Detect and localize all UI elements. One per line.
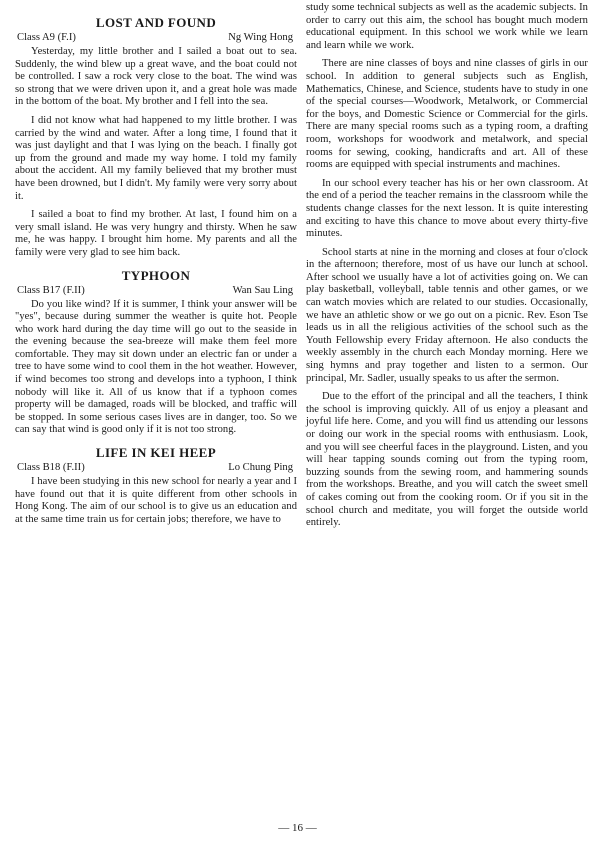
paragraph: School starts at nine in the morning and closes at four o'clock in the afternoon; therefore, most of us have our lunch at school. After school we usually have a lot of activities going on. We can play basketball, volleyball, table tennis and other games, or we can watch movies which are related to our studies. Occasionally, we have an athletic show or we go out on a picnic. Rev. Eson Tse leads us in all the religious activities of the school such as the Youth Fellowship every Friday afternoon. He also conducts the weekly assembly in the church each Monday morning. Here we sing hymns and pray together and listen to a sermon. Our principal, Mr. Sadler, usually speaks to us after the sermon.	[306, 246, 588, 384]
article-byline	[15, 31, 297, 44]
paragraph: Yesterday, my little brother and I sailed a boat out to sea. Suddenly, the wind blew up a great wave, and the boat could not be controlled. I saw a rock very close to the boat. The wind was so strong that we were driven upon it, and a great hole was made in the bottom of the boat. My brother and I fell into the sea.	[15, 46, 297, 108]
paragraph: In our school every teacher has his or her own classroom. At the end of a period the teacher remains in the classroom while the students change classes for the next lesson. It is quite interesting and exciting to have this chance to move about every thirty-five minutes.	[306, 177, 588, 240]
article-typhoon	[15, 268, 297, 438]
page-number: — 16 —	[278, 822, 317, 834]
paragraph: Do you like wind? If it is summer, I think your answer will be "yes", because during summer the weather is quite hot. People who work hard during the day time will go out to the seaside in the evening because the sea-breeze will make them feel more comfortable. They may sit down under an electric fan or under a tree to have some wind to cool them in the hot weather. However, if wind becomes too strong and develops into a typhoon, I think nobody will like it. All of us know that if a typhoon comes property will be damaged, roads will be blocked, and traffic will be stopped. In some serious cases lives are in danger, too. So we can say that wind is good only if it is not too strong.	[15, 298, 297, 436]
class-label: Class B18 (F.II)	[17, 462, 85, 474]
article-life-in-kei-heep	[15, 445, 297, 526]
article-byline	[15, 284, 297, 297]
paragraph: I have been studying in this new school for nearly a year and I have found out that it is quite different from other schools in Hong Kong. The aim of our school is to give us an education and at the same time train us for certain jobs; therefore, we have to	[15, 476, 297, 525]
article-title: TYPHOON	[121, 267, 191, 283]
left-column	[15, 15, 297, 532]
paragraph: There are nine classes of boys and nine classes of girls in our school. In addition to general subjects such as English, Mathematics, Chinese, and Science, students have to study in one of the special courses—Woodwork, Metalwork, or Commercial for the boys, and Domestic Science or Commercial for the girls. There are many special rooms such as a typing room, a drafting room, workshops for woodwork and metalwork, and special rooms for sewing, cooking, handicrafts and art. All of these rooms are equipped with special instruments and machines.	[306, 58, 588, 171]
author-name: Wan Sau Ling	[232, 284, 293, 296]
paragraph: I did not know what had happened to my little brother. I was carried by the wind and water. After a long time, I found that it was just daylight and that I was lying on the beach. I finally got up from the ground and made my way home. I told my family about the accident. All my family believed that my brother must have been drowned, but I didn't. My family were very sorry about it.	[15, 114, 297, 202]
article-title: LIFE IN KEI HEEP	[95, 445, 217, 461]
class-label: Class A9 (F.I)	[17, 32, 76, 43]
class-label: Class B17 (F.II)	[17, 284, 85, 296]
right-column	[306, 2, 588, 536]
author-name: Ng Wing Hong	[228, 32, 293, 43]
article-byline	[15, 461, 297, 474]
paragraph: Due to the effort of the principal and all the teachers, I think the school is improving quickly. All of us enjoy a pleasant and joyful life here. Come, and you will find us attending our lessons or doing our work in the special rooms with enthusiasm. Look, and you will see cheerful faces in the playground. Listen, and you will hear tapping sounds coming out from the typing room, buzzing sounds from the sewing room, and hammering sounds from the workshops. Breathe, and you will catch the sweet smell of cakes coming out from the cooking room. Or if you sit in the school church and meditate, you will forget the outside world entirely.	[306, 391, 588, 529]
article-lost-and-found	[15, 15, 297, 260]
paragraph-continued: study some technical subjects as well as the academic subjects. In order to carry out this aim, the school has bought much modern educational equipment. In this school we work while we learn and learn while we work.	[306, 2, 588, 51]
article-title: LOST AND FOUND	[95, 15, 217, 30]
author-name: Lo Chung Ping	[228, 462, 293, 474]
paragraph: I sailed a boat to find my brother. At last, I found him on a very small island. He was very hungry and thirsty. When he saw me, he was happy. I brought him home. My parents and all the family were very glad to see him back.	[15, 209, 297, 258]
